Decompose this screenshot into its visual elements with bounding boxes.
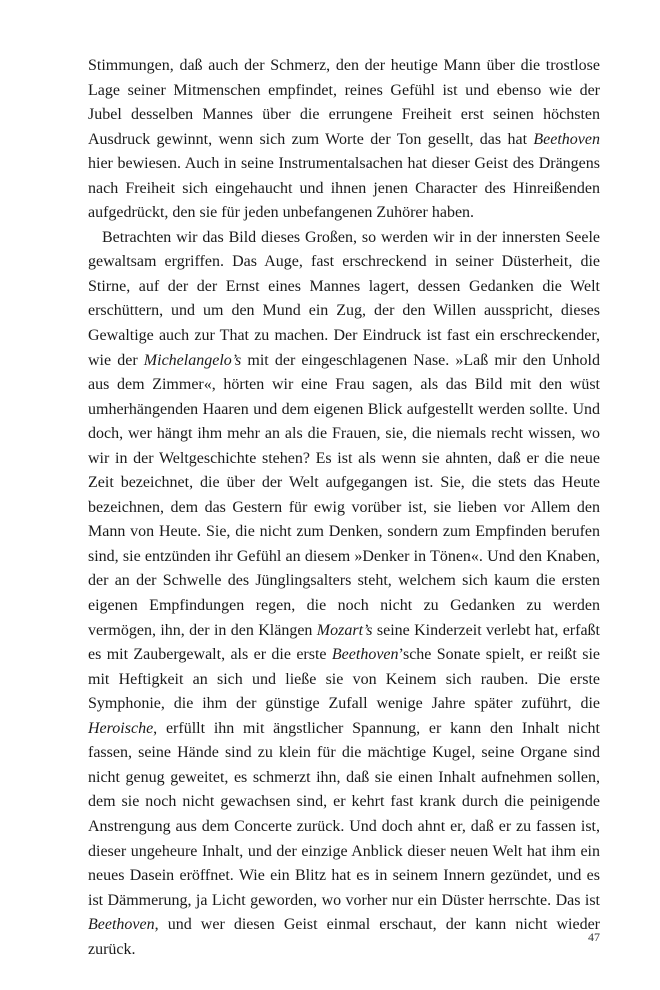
italic-name: Mozart’s [316,621,373,639]
italic-name: Beethoven [533,130,600,148]
text-run: ’sche Sonate spielt, er reißt sie mit Heftigkeit an sich und ließe sie von Keinem sich rauben. Die erste Symphonie, die ihm der günstige Zufall wenige Jahre später zuführt, die [88,646,601,713]
text-run: hier bewiesen. Auch in seine Instrumentalsachen hat dieser Geist des Drängens nach Freiheit sich eingehaucht und ihnen jenen Character des Hinreißenden aufgedrückt, den sie für jeden unbefangenen Zuhörer haben. [88,155,600,222]
text-run: Stimmungen, daß auch der Schmerz, den der heutige Mann über die trostlose Lage seiner Mitmenschen empfindet, reines Gefühl ist und ebenso wie der Jubel desselben Mannes über die errungene Freiheit erst seinen höchsten Ausdruck gewinnt, wenn sich zum Worte der Ton gesellt, das hat [88,57,600,148]
page-number: 47 [588,930,600,944]
page-body [88,54,600,962]
italic-name: Michelangelo’s [143,351,242,369]
text-run: mit der eingeschlagenen Nase. »Laß mir den Unhold aus dem Zimmer«, hörten wir eine Frau sagen, als das Bild mit den wüst umherhängenden Haaren und dem eigenen Blick aufgestellt werden sollte. Und doch, wer hängt ihm mehr an als die Frauen, sie, die niemals recht wissen, wo wir in der Weltgeschichte stehen? Es ist als wenn sie ahnten, daß er die neue Zeit bezeichnet, die über der Welt aufgegangen ist. Sie, die stets das Heute bezeichnen, dem das Gestern für ewig vorüber ist, sie lieben vor Allem den Mann von Heute. Sie, die nicht zum Denken, sondern zum Empfinden berufen sind, sie entzünden ihr Gefühl an diesem »Denker in Tönen«. Und den Knaben, der an der Schwelle des Jünglingsalters steht, welchem sich kaum die ersten eigenen Empfindungen regen, die noch nicht zu Gedanken zu werden vermögen, ihn, der in den Klängen [88,351,600,639]
text-run: , erfüllt ihn mit ängstlicher Spannung, er kann den Inhalt nicht fassen, seine Hände sind zu klein für die mächtige Kugel, seine Organe sind nicht genug geweitet, es schmerzt ihn, daß sie einen Inhalt aufnehmen sollen, dem sie noch nicht gewachsen sind, er kehrt fast krank durch die peinigende Anstrengung aus dem Concerte zurück. Und doch ahnt er, daß er zu fassen ist, dieser ungeheure Inhalt, und der einzige Anblick dieser neuen Welt hat ihm ein neues Dasein eröffnet. Wie ein Blitz hat es in seinem Innern gezündet, und es ist Dämmerung, ja Licht geworden, wo vorher nur ein Düster herrschte. Das ist [88,719,600,909]
italic-name: Beethoven [88,916,155,934]
text-run: seine Kinderzeit verlebt hat, erfaßt es mit Zaubergewalt, als er die erste [88,621,601,664]
paragraph-2 [88,226,600,962]
text-run: , und wer diesen Geist einmal erschaut, der kann nicht wieder zurück. [88,916,600,958]
paragraph-1 [88,54,600,226]
italic-name: Heroische [88,719,154,737]
italic-name: Beethoven [331,646,399,664]
text-run: Betrachten wir das Bild dieses Großen, so werden wir in der innersten Seele gewaltsam ergriffen. Das Auge, fast erschreckend in seiner Düsterheit, die Stirne, auf der der Ernst eines Mannes lagert, dessen Gedanken die Welt erschüttern, und um den Mund ein Zug, der den Willen ausspricht, dieses Gewaltige auch zur That zu machen. Der Eindruck ist fast ein erschreckender, wie der [88,228,600,369]
